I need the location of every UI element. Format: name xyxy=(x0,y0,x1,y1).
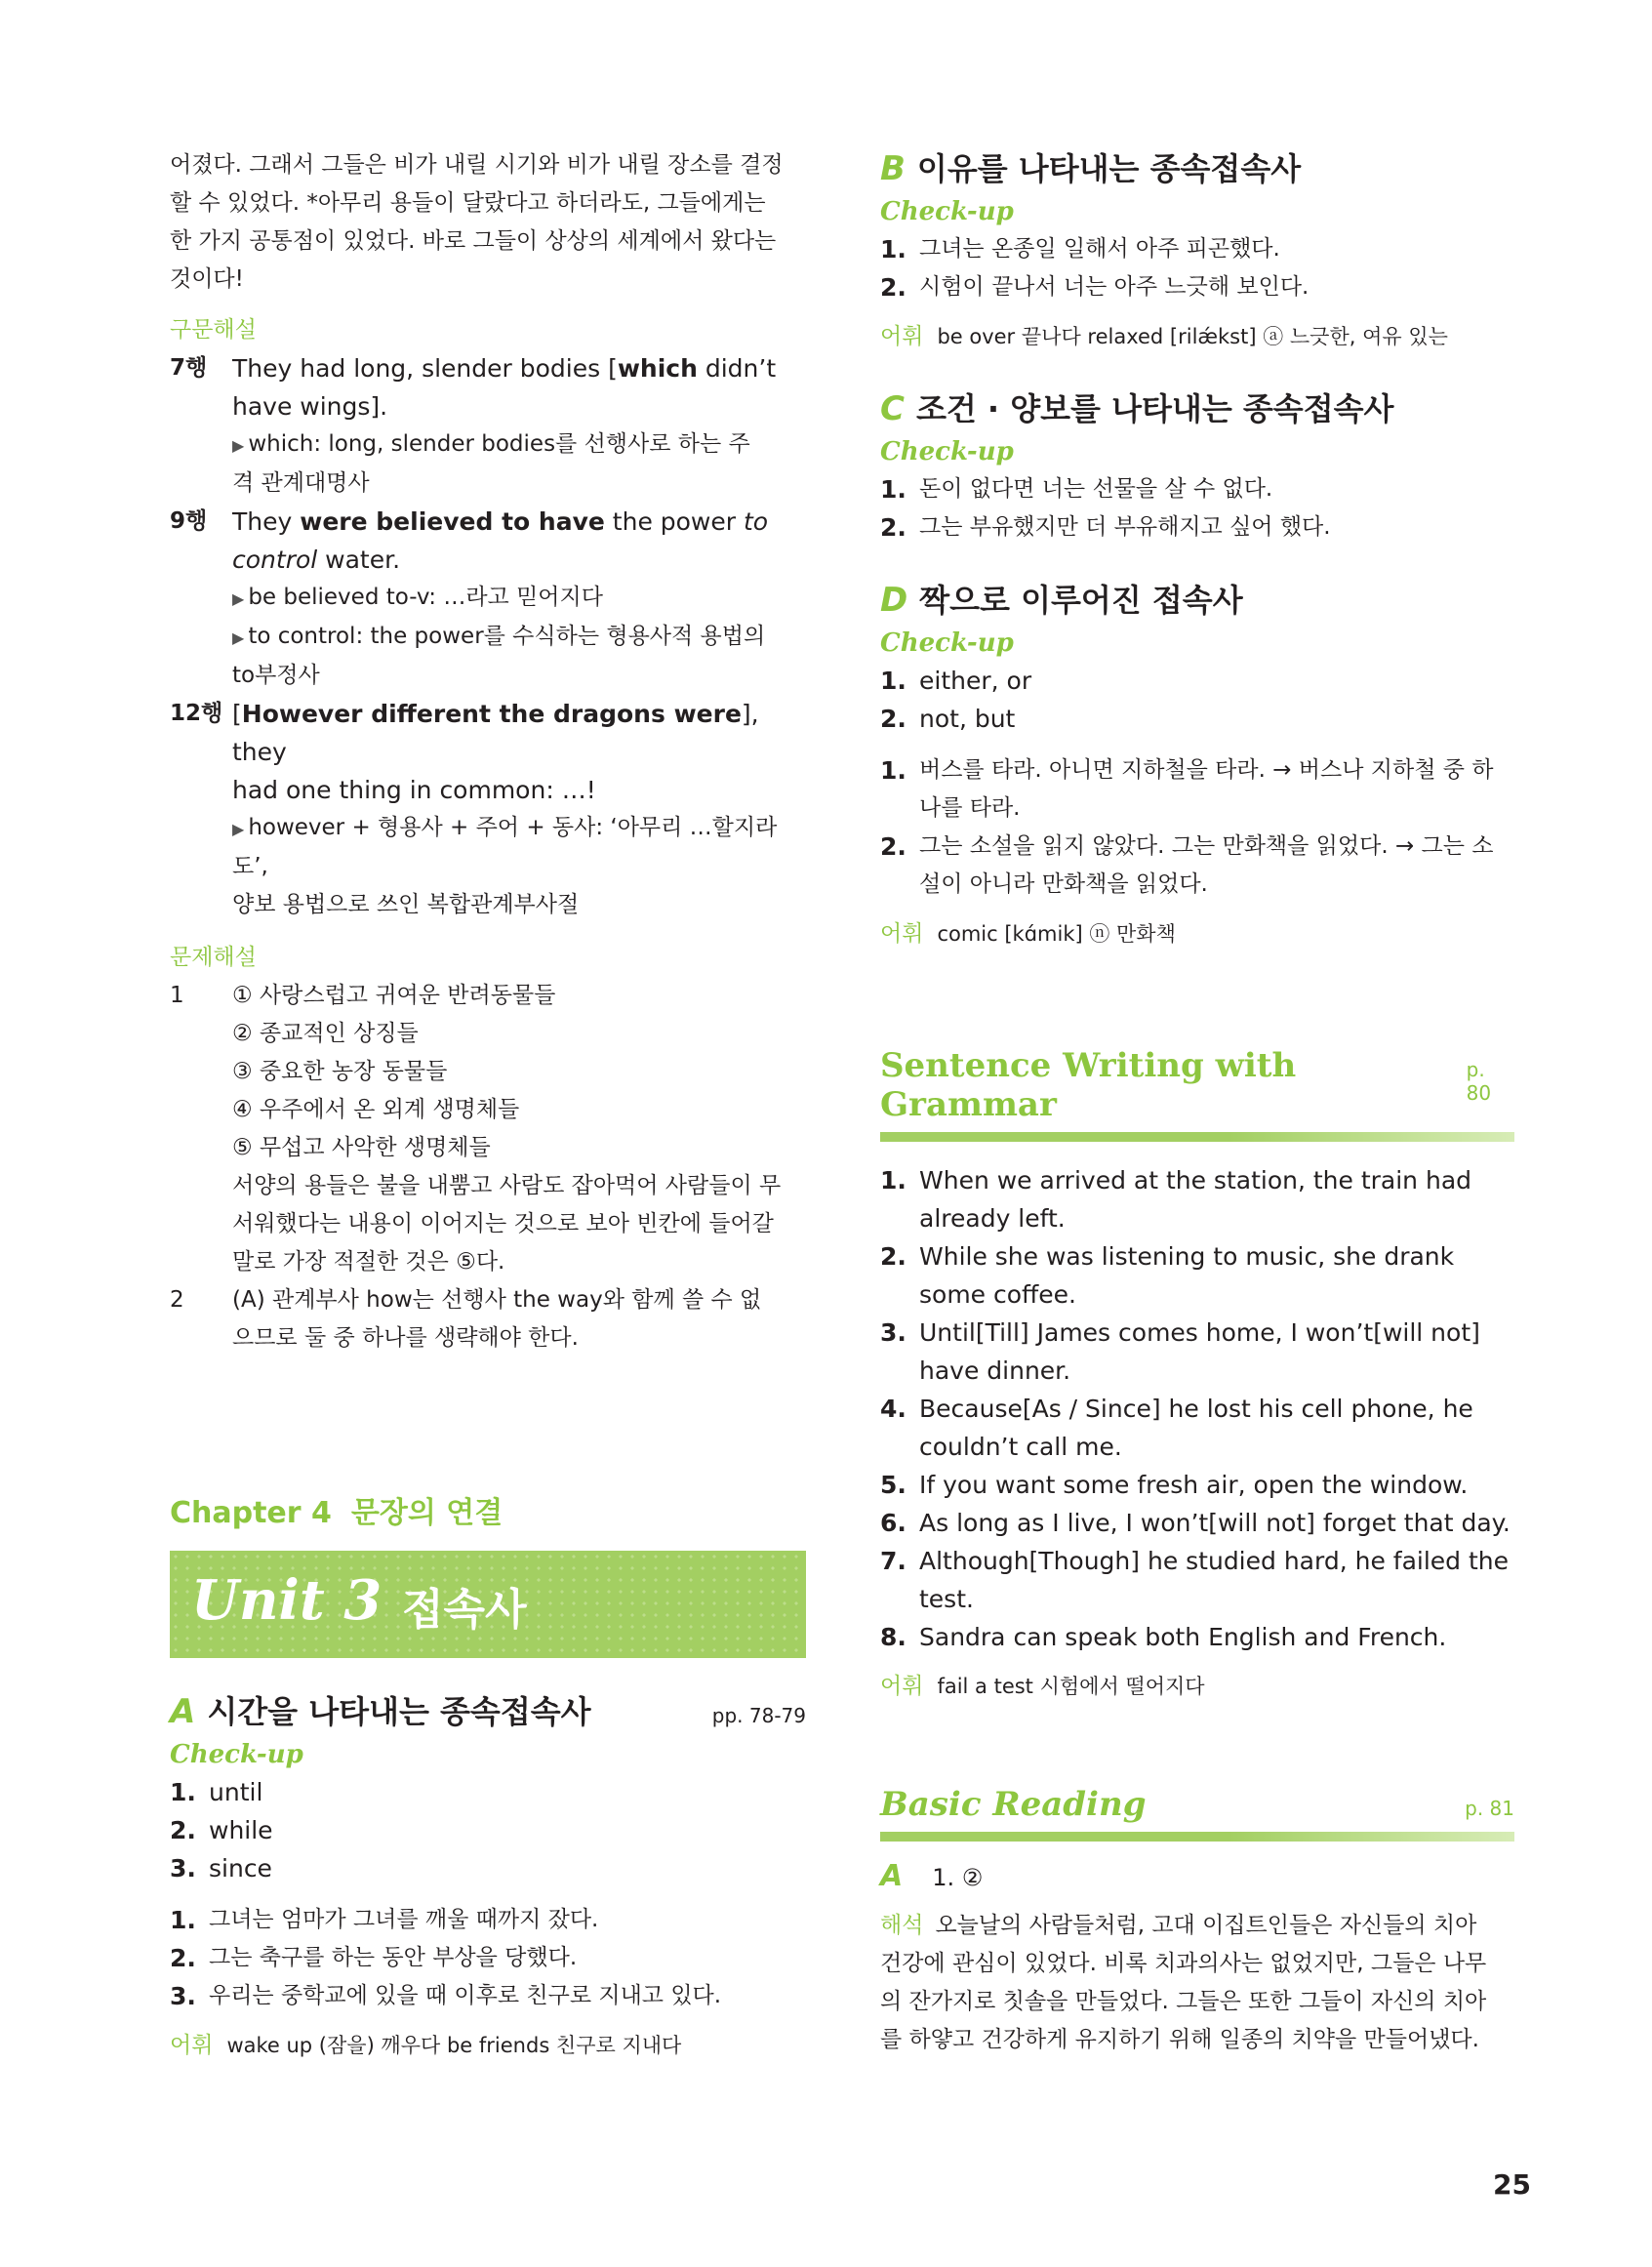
list-item: 5. If you want some fresh air, open the window. xyxy=(880,1471,1469,1499)
section-letter: D xyxy=(880,581,908,620)
list-item: 6. As long as I live, I won’t[will not] forget that day. xyxy=(880,1509,1511,1537)
list-item: 3. Until[Till] James comes home, I won’t[will not] have dinner. xyxy=(880,1318,1480,1385)
section-divider-bar xyxy=(880,1832,1514,1842)
text-line: 할 수 있었다. *아무리 용들이 달랐다고 하더라도, 그들에게는 xyxy=(170,190,766,216)
problem-line: ② 종교적인 상징들 xyxy=(232,1021,419,1046)
syntax-note: 격 관계대명사 xyxy=(232,470,370,496)
problem-line: ④ 우주에서 온 외계 생명체들 xyxy=(232,1097,520,1122)
list-item: 2. While she was listening to music, she drank some coffee. xyxy=(880,1242,1455,1309)
syntax-line-number: 9행 xyxy=(170,508,208,534)
section-b-heading xyxy=(880,144,1514,189)
section-c-heading xyxy=(880,385,1514,429)
vocab-label: 어휘 xyxy=(880,1674,924,1699)
syntax-label: 구문해설 xyxy=(170,317,257,343)
problem-line: ⑤ 무섭고 사악한 생명체들 xyxy=(232,1135,491,1160)
list-item: 2. 그는 축구를 하는 동안 부상을 당했다. xyxy=(170,1944,578,1972)
text-line: 어졌다. 그래서 그들은 비가 내릴 시기와 비가 내릴 장소를 결정 xyxy=(170,152,784,178)
list-item: 1. until xyxy=(170,1778,263,1806)
list-item: 2. while xyxy=(170,1816,273,1844)
reading-heading xyxy=(880,1785,1514,1824)
vocab-line xyxy=(880,1668,1514,1705)
list-item: 2. 그는 소설을 읽지 않았다. 그는 만화책을 읽었다. → 그는 소 설이 아니라 만화책을 읽었다. xyxy=(880,832,1494,897)
chapter-label: Chapter 4 xyxy=(170,1496,332,1530)
writing-title: Sentence Writing with Grammar xyxy=(880,1046,1297,1124)
reading-page: p. 81 xyxy=(1465,1797,1514,1820)
syntax-sentence: They were believed to have the power to control water. xyxy=(232,507,769,574)
text-line: 건강에 관심이 있었다. 비록 치과의사는 없었지만, 그들은 나무 xyxy=(880,1951,1487,1976)
reading-answer-text: 1. ② xyxy=(932,1864,984,1891)
syntax-item xyxy=(170,695,806,924)
vocab-text: fail a test 시험에서 떨어지다 xyxy=(937,1675,1205,1698)
chapter-title: 문장의 연결 xyxy=(350,1496,504,1530)
section-a-heading xyxy=(170,1687,806,1732)
problem-number: 2 xyxy=(170,1287,184,1313)
intro-paragraph xyxy=(170,146,806,299)
vocab-text: be over 끝나다 relaxed [rilǽkst] ⓐ 느긋한, 여유 있는 xyxy=(937,325,1448,348)
triangle-bullet-icon: ▶ xyxy=(232,436,245,455)
problem-line: 으므로 둘 중 하나를 생략해야 한다. xyxy=(232,1325,579,1351)
problem-line: ③ 중요한 농장 동물들 xyxy=(232,1059,448,1084)
triangle-bullet-icon: ▶ xyxy=(232,589,245,608)
checkup-label: Check-up xyxy=(880,197,1014,226)
problem-line: (A) 관계부사 how는 선행사 the way와 함께 쓸 수 없 xyxy=(232,1287,762,1313)
section-d-heading xyxy=(880,576,1514,621)
writing-page: p. 80 xyxy=(1466,1058,1492,1105)
list-item: 8. Sandra can speak both English and French. xyxy=(880,1623,1447,1651)
triangle-bullet-icon: ▶ xyxy=(232,820,245,838)
writing-heading xyxy=(880,1046,1514,1124)
checkup-label: Check-up xyxy=(170,1740,303,1769)
problem-line: 서워했다는 내용이 이어지는 것으로 보아 빈칸에 들어갈 xyxy=(232,1211,774,1236)
unit-banner xyxy=(170,1551,806,1658)
syntax-item xyxy=(170,349,806,503)
vocab-line xyxy=(880,318,1514,355)
reading-title: Basic Reading xyxy=(880,1785,1147,1824)
translation-paragraph xyxy=(880,1907,1514,2059)
section-letter: C xyxy=(880,389,905,428)
problem-line: ① 사랑스럽고 귀여운 반려동물들 xyxy=(232,983,556,1008)
problem-item xyxy=(170,1281,806,1357)
section-title: 이유를 나타내는 종속접속사 xyxy=(916,150,1302,187)
text-line: 오늘날의 사람들처럼, 고대 이집트인들은 자신들의 치아 xyxy=(935,1913,1477,1938)
list-item: 2. 시험이 끝나서 너는 아주 느긋해 보인다. xyxy=(880,273,1310,302)
problem-item xyxy=(170,977,806,1281)
vocab-text: wake up (잠을) 깨우다 be friends 친구로 지내다 xyxy=(226,2034,682,2057)
vocab-label: 어휘 xyxy=(170,2033,214,2058)
text-line: 것이다! xyxy=(170,266,244,292)
checkup-label: Check-up xyxy=(880,437,1014,466)
problem-label: 문제해설 xyxy=(170,945,257,970)
syntax-line-number: 12행 xyxy=(170,701,223,726)
vocab-label: 어휘 xyxy=(880,921,924,947)
syntax-sentence: [However different the dragons were], they had one thing in common: …! xyxy=(232,700,759,804)
text-line: 한 가지 공통점이 있었다. 바로 그들이 상상의 세계에서 왔다는 xyxy=(170,228,777,254)
list-item: 3. since xyxy=(170,1854,272,1882)
problem-line: 서양의 용들은 불을 내뿜고 사람도 잡아먹어 사람들이 무 xyxy=(232,1173,782,1198)
text-line: 를 하얗고 건강하게 유지하기 위해 일종의 치약을 만들어냈다. xyxy=(880,2027,1479,2052)
section-divider-bar xyxy=(880,1132,1514,1142)
chapter-heading xyxy=(170,1494,806,1533)
list-item: 1. 돈이 없다면 너는 선물을 살 수 없다. xyxy=(880,475,1273,504)
list-item: 1. 버스를 타라. 아니면 지하철을 타라. → 버스나 지하철 중 하 나를 타라. xyxy=(880,756,1494,821)
vocab-line xyxy=(170,2027,806,2064)
list-item: 1. 그녀는 엄마가 그녀를 깨울 때까지 잤다. xyxy=(170,1906,599,1934)
text-line: 의 잔가지로 칫솔을 만들었다. 그들은 또한 그들이 자신의 치아 xyxy=(880,1989,1487,2014)
list-item: 2. 그는 부유했지만 더 부유해지고 싶어 했다. xyxy=(880,513,1331,542)
syntax-note: to부정사 xyxy=(232,663,320,688)
list-item: 2. not, but xyxy=(880,705,1016,733)
section-title: 짝으로 이루어진 접속사 xyxy=(919,582,1243,619)
syntax-note: ▶ to control: the power를 수식하는 형용사적 용법의 xyxy=(232,624,766,649)
translation-label: 해석 xyxy=(880,1913,924,1938)
section-letter: A xyxy=(170,1692,196,1731)
triangle-bullet-icon: ▶ xyxy=(232,628,245,647)
vocab-text: comic [kɑ́mik] ⓝ 만화책 xyxy=(937,922,1176,946)
syntax-item xyxy=(170,503,806,695)
list-item: 1. either, or xyxy=(880,667,1032,695)
reading-answer xyxy=(880,1859,1514,1893)
section-page: pp. 78-79 xyxy=(711,1704,806,1727)
page-number: 25 xyxy=(1493,2168,1531,2201)
vocab-label: 어휘 xyxy=(880,324,924,349)
section-title: 시간을 나타내는 종속접속사 xyxy=(207,1693,591,1730)
unit-label: Unit 3 xyxy=(191,1568,383,1633)
list-item: 4. Because[As / Since] he lost his cell phone, he couldn’t call me. xyxy=(880,1395,1473,1461)
syntax-note: ▶ be believed to-v: …라고 믿어지다 xyxy=(232,585,603,610)
problem-line: 말로 가장 적절한 것은 ⑤다. xyxy=(232,1249,505,1275)
syntax-sentence: They had long, slender bodies [which didn’t have wings]. xyxy=(232,354,777,421)
vocab-line xyxy=(880,915,1514,952)
list-item: 7. Although[Though] he studied hard, he failed the test. xyxy=(880,1547,1510,1613)
syntax-note: ▶ however + 형용사 + 주어 + 동사: ‘아무리 …할지라도’, xyxy=(232,815,778,879)
section-letter: B xyxy=(880,149,906,188)
section-title: 조건 · 양보를 나타내는 종속접속사 xyxy=(915,390,1394,427)
right-column xyxy=(880,144,1514,2059)
unit-title: 접속사 xyxy=(402,1585,527,1635)
reading-letter: A xyxy=(880,1859,904,1893)
list-item: 1. When we arrived at the station, the train had already left. xyxy=(880,1166,1472,1233)
syntax-line-number: 7행 xyxy=(170,355,208,381)
left-column xyxy=(170,146,806,2064)
syntax-note: ▶ which: long, slender bodies를 선행사로 하는 주 xyxy=(232,431,750,457)
list-item: 3. 우리는 중학교에 있을 때 이후로 친구로 지내고 있다. xyxy=(170,1982,722,2010)
problem-number: 1 xyxy=(170,983,184,1008)
syntax-note: 양보 용법으로 쓰인 복합관계부사절 xyxy=(232,892,580,917)
checkup-label: Check-up xyxy=(880,628,1014,658)
list-item: 1. 그녀는 온종일 일해서 아주 피곤했다. xyxy=(880,235,1280,263)
